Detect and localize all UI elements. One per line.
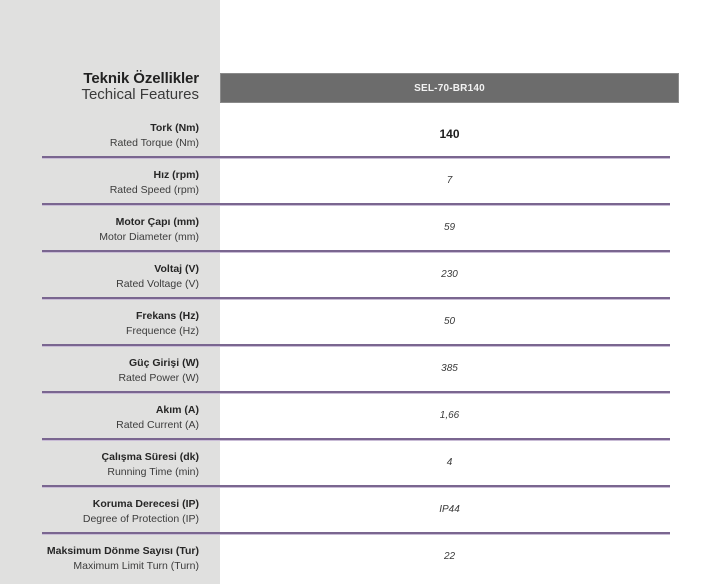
spec-value: IP44 — [439, 504, 460, 515]
spec-label — [0, 403, 199, 433]
spec-label — [0, 356, 199, 386]
spec-row-torque — [0, 111, 711, 158]
spec-label — [0, 215, 199, 245]
spec-row-protection — [0, 487, 711, 534]
spec-label-english: Rated Voltage (V) — [116, 278, 199, 290]
spec-row-max-turn — [0, 534, 711, 581]
spec-value: 140 — [439, 126, 460, 141]
spec-label — [0, 168, 199, 198]
spec-row-speed — [0, 158, 711, 205]
spec-label — [0, 497, 199, 527]
spec-table — [0, 111, 711, 581]
spec-value: 59 — [443, 222, 456, 233]
spec-label-turkish: Koruma Derecesi (IP) — [92, 498, 199, 510]
spec-row-frequency — [0, 299, 711, 346]
spec-label-english: Motor Diameter (mm) — [99, 231, 199, 243]
spec-label-english: Degree of Protection (IP) — [82, 513, 199, 525]
spec-label-turkish: Voltaj (V) — [154, 263, 199, 275]
spec-value: 385 — [441, 363, 458, 374]
spec-value: 7 — [446, 175, 453, 186]
spec-label-english: Running Time (min) — [107, 466, 199, 478]
spec-label — [0, 262, 199, 292]
spec-label-turkish: Çalışma Süresi (dk) — [101, 451, 199, 463]
spec-row-running-time — [0, 440, 711, 487]
spec-label-turkish: Akım (A) — [155, 404, 199, 416]
spec-value: 1,66 — [439, 410, 460, 421]
spec-value: 22 — [443, 551, 456, 562]
spec-label-turkish: Güç Girişi (W) — [128, 357, 199, 369]
spec-value: 230 — [441, 269, 458, 280]
spec-row-power — [0, 346, 711, 393]
spec-label-turkish: Maksimum Dönme Sayısı (Tur) — [46, 545, 199, 557]
spec-label-english: Rated Power (W) — [118, 372, 199, 384]
spec-label-english: Rated Current (A) — [116, 419, 199, 431]
section-title-english: Techical Features — [81, 86, 199, 103]
spec-label-turkish: Frekans (Hz) — [135, 310, 199, 322]
spec-label-english: Frequence (Hz) — [126, 325, 199, 337]
spec-value: 50 — [443, 316, 456, 327]
spec-label-turkish: Tork (Nm) — [150, 122, 199, 134]
spec-label — [0, 309, 199, 339]
spec-value: 4 — [446, 457, 453, 468]
spec-label-english: Rated Torque (Nm) — [109, 137, 199, 149]
spec-label-english: Rated Speed (rpm) — [109, 184, 199, 196]
spec-label-turkish: Hız (rpm) — [153, 169, 199, 181]
spec-label — [0, 450, 199, 480]
spec-label — [0, 544, 199, 574]
section-title-turkish: Teknik Özellikler — [83, 70, 199, 87]
section-title — [9, 71, 199, 103]
spec-label-turkish: Motor Çapı (mm) — [115, 216, 199, 228]
spec-label-english: Maximum Limit Turn (Turn) — [73, 560, 199, 572]
spec-label — [0, 121, 199, 151]
spec-row-current — [0, 393, 711, 440]
spec-row-diameter — [0, 205, 711, 252]
spec-row-voltage — [0, 252, 711, 299]
model-column-header: SEL-70-BR140 — [220, 73, 679, 103]
